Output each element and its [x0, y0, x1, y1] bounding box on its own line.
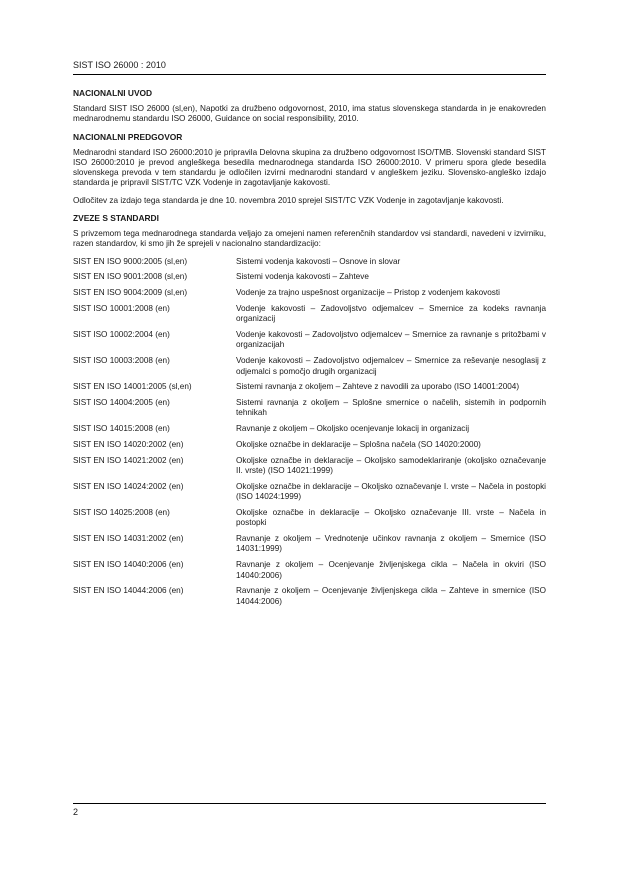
standard-title: Okoljske označbe in deklaracije – Okoljsko označevanje III. vrste – Načela in postopki — [236, 508, 546, 528]
standard-code: SIST EN ISO 14040:2006 (en) — [73, 560, 184, 570]
standard-row — [73, 586, 546, 607]
standard-code: SIST EN ISO 14001:2005 (sl,en) — [73, 382, 192, 392]
standard-title: Sistemi ravnanja z okoljem – Splošne smernice o načelih, sistemih in podpornih tehnikah — [236, 398, 546, 418]
zveze-intro-paragraph: S privzemom tega mednarodnega standarda veljajo za omejeni namen referenčnih standardov vsi standardi, navedeni v izvirniku, razen standardov, ki smo jih že sprejeli v nacionalno standardizacijo: — [73, 229, 546, 249]
standard-row — [73, 257, 546, 267]
standard-code: SIST ISO 14004:2005 (en) — [73, 398, 170, 408]
standard-title: Okoljske označbe in deklaracije – Okoljsko označevanje I. vrste – Načela in postopki (ISO 14024:1999) — [236, 481, 546, 502]
standard-row — [73, 398, 546, 419]
standard-code: SIST ISO 14015:2008 (en) — [73, 424, 170, 434]
standard-row — [73, 456, 546, 477]
section-heading-uvod: NACIONALNI UVOD — [73, 88, 153, 98]
section-heading-zveze: ZVEZE S STANDARDI — [73, 213, 159, 224]
standard-title: Vodenje kakovosti – Zadovoljstvo odjemalcev – Smernice za kodeks ravnanja organizacij — [236, 304, 546, 324]
standard-row — [73, 356, 546, 377]
standard-code: SIST EN ISO 9000:2005 (sl,en) — [73, 256, 188, 266]
standard-row — [73, 304, 546, 325]
standard-title: Ravnanje z okoljem – Ocenjevanje življenjskega cikla – Zahteve in smernice (ISO 14044:2006) — [236, 586, 546, 606]
page-content — [73, 88, 546, 612]
standard-code: SIST ISO 10003:2008 (en) — [73, 356, 170, 366]
standards-list — [73, 257, 546, 607]
header-title: SIST ISO 26000 : 2010 — [73, 60, 166, 70]
standard-row — [73, 534, 546, 555]
standard-row — [73, 508, 546, 529]
standard-code: SIST EN ISO 14031:2002 (en) — [73, 534, 184, 544]
standard-title: Sistemi vodenja kakovosti – Osnove in slovar — [236, 256, 401, 266]
standard-title: Ravnanje z okoljem – Okoljsko ocenjevanje lokacij in organizacij — [236, 424, 470, 434]
predgovor-paragraph-2: Odločitev za izdajo tega standarda je dne 10. novembra 2010 sprejel SIST/TC VZK Vodenje in zagotavljanje kakovosti. — [73, 195, 504, 205]
standard-row — [73, 440, 546, 450]
standard-row — [73, 330, 546, 351]
standard-row — [73, 482, 546, 503]
standard-row — [73, 424, 546, 434]
page-header — [73, 60, 546, 75]
standard-code: SIST EN ISO 14021:2002 (en) — [73, 455, 184, 465]
standard-code: SIST EN ISO 14020:2002 (en) — [73, 440, 184, 450]
standard-code: SIST EN ISO 14044:2006 (en) — [73, 586, 184, 596]
standard-code: SIST EN ISO 14024:2002 (en) — [73, 481, 184, 491]
standard-code: SIST ISO 14025:2008 (en) — [73, 508, 170, 518]
page-footer — [73, 803, 546, 817]
standard-row — [73, 288, 546, 298]
standard-title: Sistemi vodenja kakovosti – Zahteve — [236, 272, 369, 282]
standard-code: SIST ISO 10002:2004 (en) — [73, 330, 170, 340]
standard-title: Okoljske označbe in deklaracije – Okoljsko samodeklariranje (okoljsko označevanje II. vrste) (ISO 14021:1999) — [236, 455, 546, 476]
standard-title: Okoljske označbe in deklaracije – Splošna načela (SO 14020:2000) — [236, 440, 481, 450]
standard-row — [73, 382, 546, 392]
standard-title: Sistemi ravnanja z okoljem – Zahteve z navodili za uporabo (ISO 14001:2004) — [236, 382, 520, 392]
standard-title: Ravnanje z okoljem – Vrednotenje učinkov ravnanja z okoljem – Smernice (ISO 14031:1999) — [236, 534, 546, 554]
standard-row — [73, 272, 546, 282]
standard-row — [73, 560, 546, 581]
standard-title: Vodenje kakovosti – Zadovoljstvo odjemalcev – Smernice za reševanje nesoglasij z odjemalci s pomočjo drugih organizacij — [236, 356, 546, 376]
standard-title: Vodenje kakovosti – Zadovoljstvo odjemalcev – Smernice za ravnanje s pritožbami v organizacijah — [236, 330, 546, 350]
predgovor-paragraph-1: Mednarodni standard ISO 26000:2010 je pripravila Delovna skupina za družbeno odgovornost ISO/TMB. Slovenski standard SIST ISO 26000:2010 je prevod angleškega besedila mednarodnega standarda ISO 26000:2010. V primeru spora glede besedila slovenskega prevoda v tem standardu je odločilen izvirni mednarodni standard v angleškem jeziku. Slovensko-angleško izdajo standarda je pripravil SIST/TC VZK Vodenje in zagotavljanje kakovosti. — [73, 147, 546, 188]
section-heading-predgovor: NACIONALNI PREDGOVOR — [73, 131, 183, 142]
standard-code: SIST EN ISO 9001:2008 (sl,en) — [73, 272, 188, 282]
page-number: 2 — [73, 807, 79, 817]
standard-code: SIST ISO 10001:2008 (en) — [73, 304, 170, 314]
uvod-paragraph: Standard SIST ISO 26000 (sl,en), Napotki za družbeno odgovornost, 2010, ima status slovenskega standarda in je enakovreden mednarodnemu standardu ISO 26000, Guidance on social responsibility, 2010. — [73, 104, 546, 124]
standard-title: Ravnanje z okoljem – Ocenjevanje življenjskega cikla – Načela in okviri (ISO 14040:2006) — [236, 560, 546, 580]
standard-title: Vodenje za trajno uspešnost organizacije – Pristop z vodenjem kakovosti — [236, 288, 500, 298]
standard-code: SIST EN ISO 9004:2009 (sl,en) — [73, 288, 188, 298]
